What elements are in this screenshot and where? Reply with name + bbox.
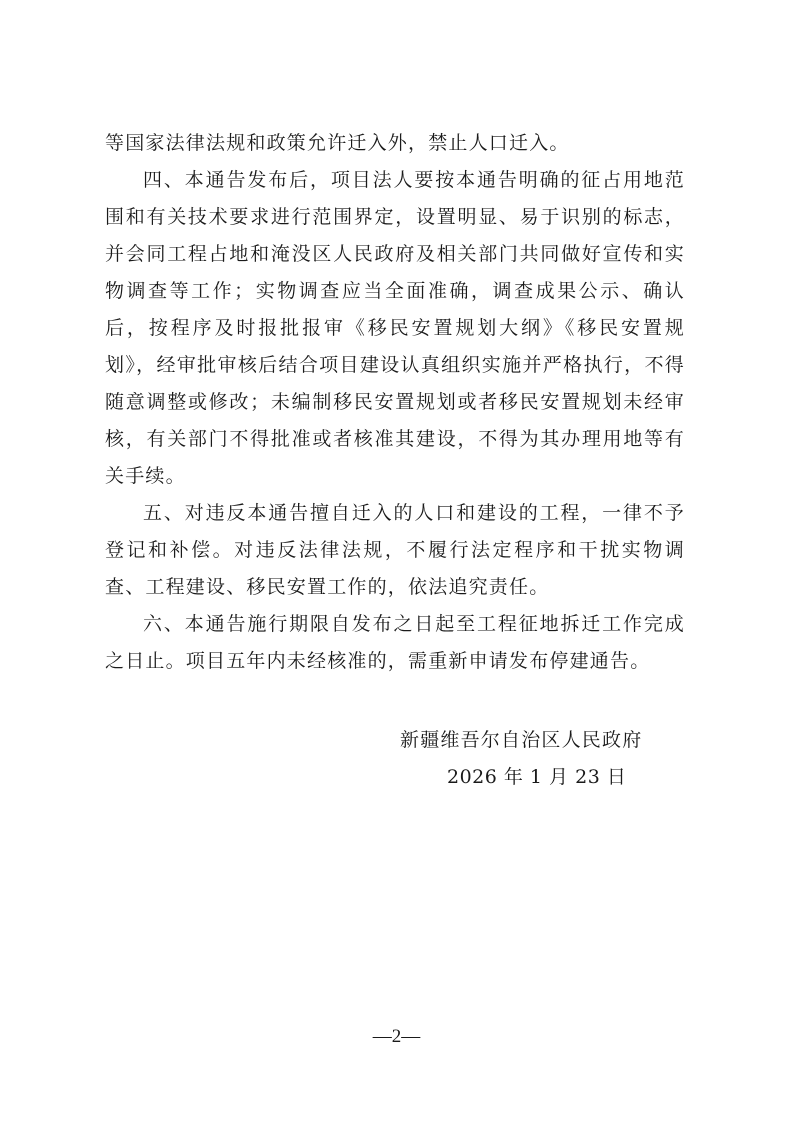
page-number: —2— [372, 1026, 421, 1047]
paragraph-clause-5: 五、对违反本通告擅自迁入的人口和建设的工程，一律不予登记和补偿。对违反法律法规，不履行法定程序和干扰实物调查、工程建设、移民安置工作的，依法追究责任。 [105, 502, 685, 598]
paragraph-clause-4: 四、本通告发布后，项目法人要按本通告明确的征占用地范围和有关技术要求进行范围界定，设置明显、易于识别的标志，并会同工程占地和淹没区人民政府及相关部门共同做好宣传和实物调查等工作；实物调查应当全面准确，调查成果公示、确认后，按程序及时报批报审《移民安置规划大纲》《移民安置规划》，经审批审核后结合项目建设认真组织实施并严格执行，不得随意调整或修改；未编制移民安置规划或者移民安置规划未经审核，有关部门不得批准或者核准其建设，不得为其办理用地等有关手续。 [105, 169, 685, 487]
issuing-organization: 新疆维吾尔自治区人民政府 [400, 729, 643, 751]
issue-date: 2026 年 1 月 23 日 [447, 766, 627, 788]
paragraph-continuation: 等国家法律法规和政策允许迁入外，禁止人口迁入。 [105, 132, 570, 154]
paragraph-clause-6: 六、本通告施行期限自发布之日起至工程征地拆迁工作完成之日止。项目五年内未经核准的，需重新申请发布停建通告。 [105, 613, 685, 672]
document-body [105, 125, 685, 680]
